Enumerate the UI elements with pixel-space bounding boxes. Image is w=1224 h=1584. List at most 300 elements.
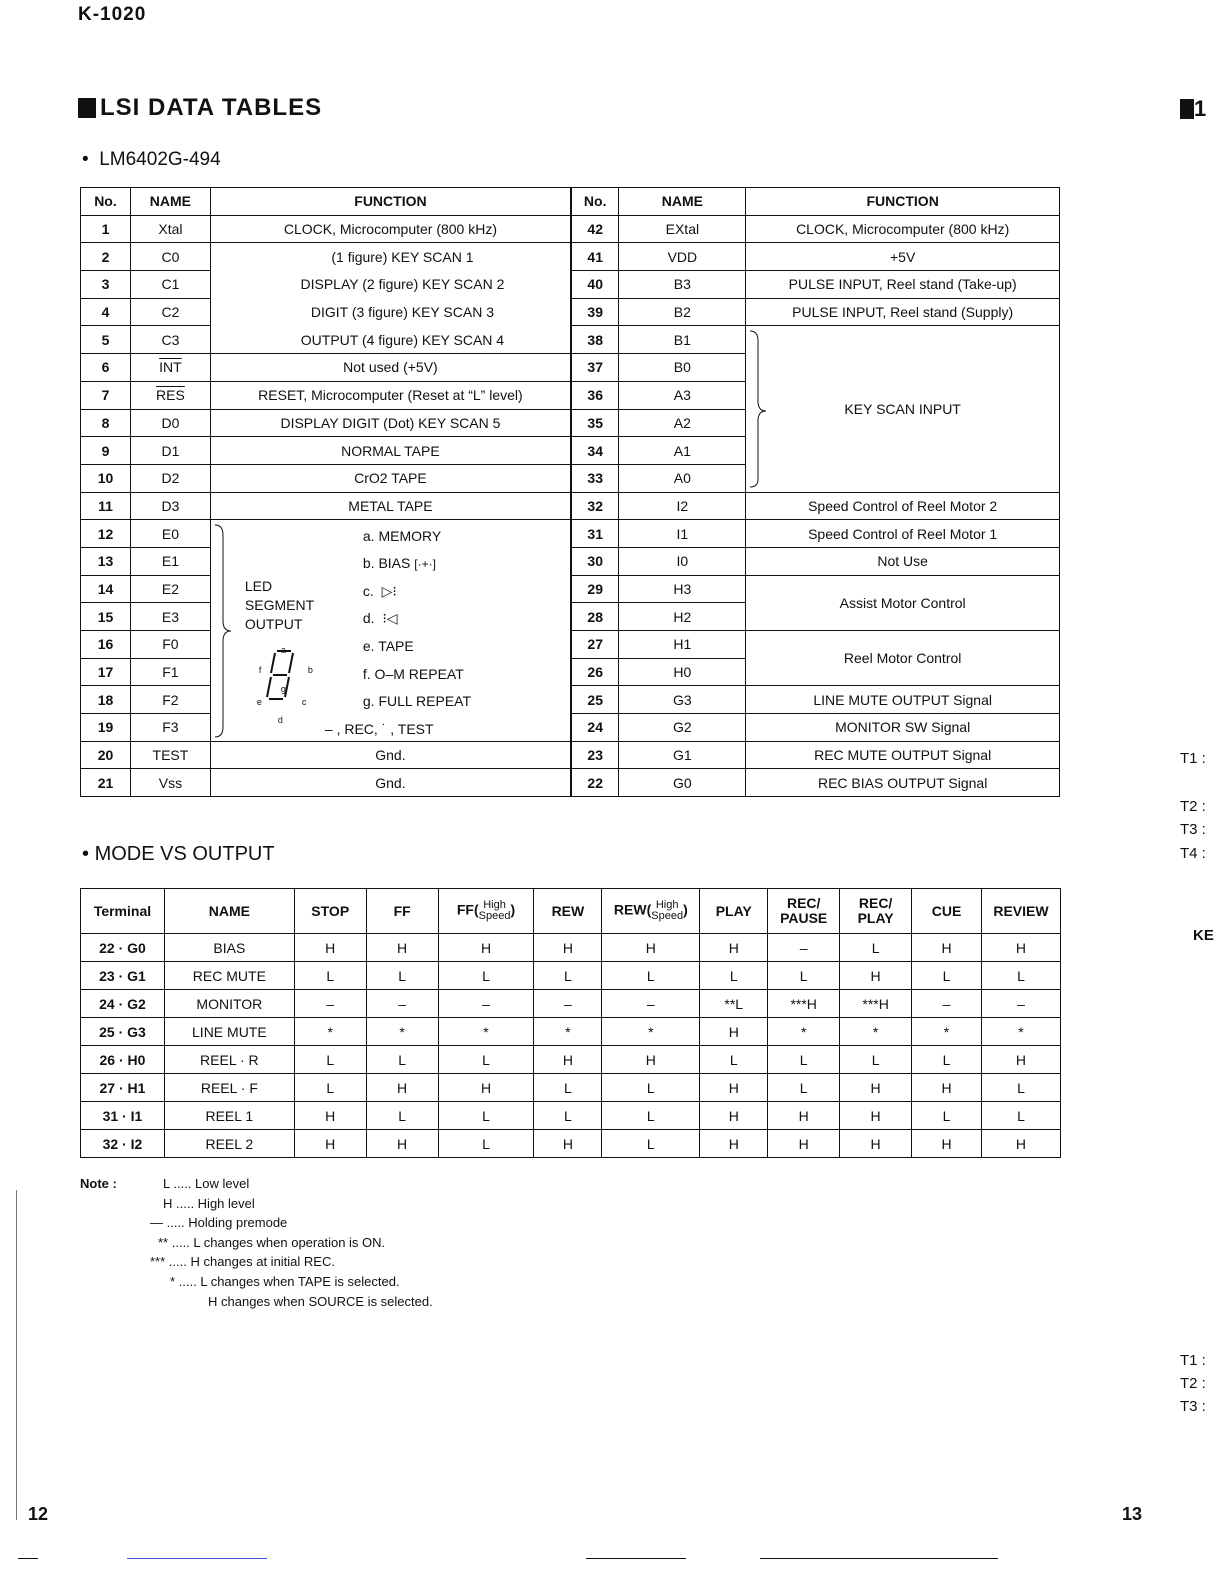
high-label: High <box>483 899 506 911</box>
pin-name-cell <box>130 686 210 714</box>
mode-value-cell: L <box>840 1046 912 1074</box>
mode-value-cell: * <box>294 1018 366 1046</box>
pin-number: 22 <box>571 769 619 797</box>
header-terminal: Terminal <box>81 889 165 934</box>
header-name: NAME <box>164 889 294 934</box>
pin-name: G0 <box>673 774 692 791</box>
mode-value-cell: H <box>981 934 1060 962</box>
mode-value-cell: – <box>366 990 438 1018</box>
mode-value-cell: L <box>294 1046 366 1074</box>
pin-name: F1 <box>162 664 179 681</box>
pin-name: Vss <box>158 774 183 791</box>
pin-number: 36 <box>571 381 619 409</box>
mode-value-cell: H <box>438 1074 534 1102</box>
pin-number: 11 <box>81 492 131 520</box>
pin-number: 42 <box>571 215 619 243</box>
pin-name-cell <box>619 243 746 271</box>
pin-number: 32 <box>571 492 619 520</box>
table-row <box>81 1130 1061 1158</box>
segment-function-text: g. FULL REPEAT <box>362 692 472 709</box>
segment-letter: b <box>307 664 313 675</box>
mode-value-cell: L <box>912 1102 982 1130</box>
reverse-arrow-icon: ⁝◁ <box>382 609 398 626</box>
table-row <box>81 271 1060 299</box>
table-row <box>81 741 1060 769</box>
segment-function <box>363 693 471 709</box>
pin-number: 19 <box>81 714 131 742</box>
mode-value-cell: H <box>700 1130 768 1158</box>
pin-number: 39 <box>571 298 619 326</box>
mode-value-cell: * <box>366 1018 438 1046</box>
play-label: PLAY <box>857 910 894 926</box>
header-no: No. <box>81 188 131 216</box>
name-cell: REC MUTE <box>164 962 294 990</box>
pin-name-cell <box>130 769 210 797</box>
table-row <box>81 326 1060 354</box>
segment-function <box>363 583 397 600</box>
pin-number: 10 <box>81 464 131 492</box>
table1-title: LM6402G-494 <box>99 149 221 170</box>
header-name: NAME <box>619 188 746 216</box>
mode-value-cell: – <box>768 934 840 962</box>
segment-function-text: b. BIAS <box>362 554 411 571</box>
paren-close: ) <box>510 901 516 918</box>
pin-name: Xtal <box>158 221 183 238</box>
mode-value-cell: H <box>981 1130 1060 1158</box>
table1-subtitle <box>82 149 221 171</box>
table-row <box>81 298 1060 326</box>
pin-number: 7 <box>81 381 131 409</box>
pin-number: 16 <box>81 631 131 659</box>
pin-number: 35 <box>571 409 619 437</box>
pin-number: 20 <box>81 741 131 769</box>
pin-function: DISPLAY DIGIT (Dot) KEY SCAN 5 <box>210 409 571 437</box>
mode-value-cell: H <box>912 934 982 962</box>
segment-function-text: a. MEMORY <box>362 527 442 544</box>
pin-name: A1 <box>673 442 691 459</box>
table-row <box>81 1046 1061 1074</box>
pin-function: PULSE INPUT, Reel stand (Take-up) <box>746 271 1060 299</box>
mode-value-cell: L <box>768 1046 840 1074</box>
table-row <box>81 1018 1061 1046</box>
mode-value-cell: H <box>366 934 438 962</box>
key-scan-input-label: KEY SCAN INPUT <box>844 401 961 417</box>
mode-value-cell: ***H <box>768 990 840 1018</box>
pin-name: A3 <box>673 387 691 404</box>
segment-function-text: e. TAPE <box>362 637 414 654</box>
scan-line <box>586 1558 686 1559</box>
mode-value-cell: L <box>438 962 534 990</box>
pin-function: DIGIT (3 figure) KEY SCAN 3 <box>210 298 571 326</box>
mode-value-cell: – <box>438 990 534 1018</box>
pin-name: I1 <box>676 525 689 542</box>
table-header-row <box>81 889 1061 934</box>
terminal-cell: 24 · G2 <box>81 990 165 1018</box>
pin-name: VDD <box>667 248 698 265</box>
mode-value-cell: L <box>912 1046 982 1074</box>
mode-value-cell: H <box>840 962 912 990</box>
pin-name-cell <box>130 492 210 520</box>
pin-number: 31 <box>571 520 619 548</box>
pin-name: I2 <box>676 497 689 514</box>
mode-value-cell: L <box>438 1102 534 1130</box>
pin-function: NORMAL TAPE <box>210 437 571 465</box>
pin-name: E2 <box>161 580 179 597</box>
pin-function: +5V <box>746 243 1060 271</box>
pin-number: 24 <box>571 714 619 742</box>
led-segment-output-block <box>210 520 571 742</box>
pin-name-cell <box>130 381 210 409</box>
speed-label: Speed <box>651 910 684 922</box>
pin-number: 29 <box>571 575 619 603</box>
section-title-text: LSI DATA TABLES <box>100 94 323 121</box>
name-cell: BIAS <box>164 934 294 962</box>
pin-name: C2 <box>161 304 180 321</box>
pin-name: F2 <box>162 691 179 708</box>
segment-function <box>325 721 434 737</box>
margin-fragment: KE <box>1193 927 1214 944</box>
mode-value-cell: L <box>534 962 602 990</box>
pin-function: MONITOR SW Signal <box>746 714 1060 742</box>
pin-name: F0 <box>162 636 179 653</box>
rec-label: REC/ <box>786 895 821 911</box>
pin-function: LINE MUTE OUTPUT Signal <box>746 686 1060 714</box>
bullet-icon: • <box>82 843 95 865</box>
mode-value-cell: L <box>438 1130 534 1158</box>
mode-value-cell: – <box>602 990 700 1018</box>
mode-value-cell: – <box>294 990 366 1018</box>
pin-name-cell <box>130 741 210 769</box>
pin-number: 9 <box>81 437 131 465</box>
model-number: K-1020 <box>78 4 147 25</box>
terminal-cell: 31 · I1 <box>81 1102 165 1130</box>
pin-name-cell <box>619 298 746 326</box>
name-cell: REEL 2 <box>164 1130 294 1158</box>
mode-value-cell: **L <box>700 990 768 1018</box>
name-cell: MONITOR <box>164 990 294 1018</box>
header-function: FUNCTION <box>746 188 1060 216</box>
ff-label: FF( <box>456 901 479 918</box>
mode-value-cell: H <box>294 1102 366 1130</box>
pin-name: D3 <box>161 497 180 514</box>
terminal-cell: 26 · H0 <box>81 1046 165 1074</box>
pin-name-cell <box>130 658 210 686</box>
pin-name-cell <box>619 658 746 686</box>
pin-name-cell <box>619 520 746 548</box>
mode-value-cell: L <box>602 1102 700 1130</box>
pin-name-cell <box>130 437 210 465</box>
pin-name-cell <box>619 271 746 299</box>
mode-value-cell: L <box>981 962 1060 990</box>
table-row <box>81 1102 1061 1130</box>
pin-name-cell <box>619 215 746 243</box>
pin-name-cell <box>130 243 210 271</box>
terminal-cell: 32 · I2 <box>81 1130 165 1158</box>
header-cue: CUE <box>912 889 982 934</box>
pin-number: 30 <box>571 547 619 575</box>
square-bullet-icon <box>78 98 96 118</box>
high-label: High <box>655 899 679 911</box>
led-label-line: SEGMENT <box>244 596 315 613</box>
header-no: No. <box>571 188 619 216</box>
next-page-section-mark <box>1180 96 1206 122</box>
pause-label: PAUSE <box>780 910 828 926</box>
scan-line <box>18 1558 38 1559</box>
pin-name-cell <box>130 215 210 243</box>
notes-block <box>80 1174 500 1314</box>
mode-value-cell: H <box>534 1130 602 1158</box>
table2-title: MODE VS OUTPUT <box>94 843 275 865</box>
rec-label: REC/ <box>858 895 893 911</box>
mode-value-cell: L <box>366 962 438 990</box>
pin-name-cell <box>619 575 746 603</box>
pin-name-cell <box>130 298 210 326</box>
mode-value-cell: L <box>602 962 700 990</box>
pin-name-cell <box>130 603 210 631</box>
pin-name: D1 <box>161 442 180 459</box>
pin-name: G3 <box>673 691 692 708</box>
assist-motor-cell: Assist Motor Control <box>746 575 1060 630</box>
pin-name-cell <box>130 326 210 354</box>
pin-name-cell <box>619 409 746 437</box>
pin-number: 13 <box>81 547 131 575</box>
mode-value-cell: H <box>366 1074 438 1102</box>
note-line: H changes when SOURCE is selected. <box>208 1293 433 1309</box>
pin-number: 37 <box>571 354 619 382</box>
pin-number: 34 <box>571 437 619 465</box>
pin-number: 8 <box>81 409 131 437</box>
mode-value-cell: H <box>912 1074 982 1102</box>
mode-value-cell: H <box>294 934 366 962</box>
table2-subtitle <box>82 843 275 866</box>
mode-value-cell: * <box>981 1018 1060 1046</box>
mode-value-cell: H <box>294 1130 366 1158</box>
header-rec-play <box>840 889 912 934</box>
mode-value-cell: * <box>534 1018 602 1046</box>
pin-name-cell <box>130 464 210 492</box>
pin-name-cell <box>130 520 210 548</box>
page-number-right: 13 <box>1122 1504 1143 1524</box>
pin-name-cell <box>130 575 210 603</box>
bullet-icon: • <box>82 149 100 170</box>
segment-letter: e <box>256 696 262 707</box>
next-page-mark-text: 1 <box>1194 96 1207 121</box>
pin-number: 40 <box>571 271 619 299</box>
brace-icon <box>748 329 768 489</box>
margin-fragment: T2 : <box>1180 1375 1206 1392</box>
mode-value-cell: L <box>981 1074 1060 1102</box>
segment-function-text: f. O–M REPEAT <box>362 665 464 682</box>
pin-number: 4 <box>81 298 131 326</box>
mode-value-cell: H <box>700 1018 768 1046</box>
pin-function: OUTPUT (4 figure) KEY SCAN 4 <box>210 326 571 354</box>
mode-value-cell: L <box>768 962 840 990</box>
pin-function: (1 figure) KEY SCAN 1 <box>210 243 571 271</box>
mode-value-cell: L <box>700 962 768 990</box>
margin-fragment: T1 : <box>1180 750 1206 767</box>
table-row <box>81 520 1060 548</box>
pin-function: PULSE INPUT, Reel stand (Supply) <box>746 298 1060 326</box>
pin-number: 25 <box>571 686 619 714</box>
header-name: NAME <box>130 188 210 216</box>
pin-name: F3 <box>162 719 179 736</box>
pin-name: EXtal <box>665 221 700 238</box>
mode-value-cell: – <box>912 990 982 1018</box>
margin-fragment: T2 : <box>1180 798 1206 815</box>
pin-name: E3 <box>161 608 179 625</box>
pin-name-cell <box>619 381 746 409</box>
margin-fragment: T4 : <box>1180 845 1206 862</box>
pin-function: REC MUTE OUTPUT Signal <box>746 741 1060 769</box>
pin-number: 23 <box>571 741 619 769</box>
pin-name: B3 <box>673 276 691 293</box>
pin-number: 14 <box>81 575 131 603</box>
segment-letter: f <box>258 664 262 675</box>
pin-function: Speed Control of Reel Motor 1 <box>746 520 1060 548</box>
mode-value-cell: L <box>294 1074 366 1102</box>
led-label <box>245 577 314 634</box>
pin-name: G2 <box>673 719 692 736</box>
paren-close: ) <box>683 901 688 918</box>
header-review: REVIEW <box>981 889 1060 934</box>
pin-number: 33 <box>571 464 619 492</box>
pin-name-cell <box>619 741 746 769</box>
pin-name-cell <box>619 492 746 520</box>
mode-value-cell: L <box>366 1046 438 1074</box>
mode-value-cell: L <box>534 1102 602 1130</box>
mode-value-cell: L <box>534 1074 602 1102</box>
header-ff-high-speed <box>438 889 534 934</box>
segment-function <box>363 666 464 682</box>
page-number-left: 12 <box>28 1504 49 1524</box>
led-label-line: LED <box>244 577 273 594</box>
speed-label: Speed <box>478 910 511 922</box>
pin-name: E0 <box>161 525 179 542</box>
header-rew: REW <box>534 889 602 934</box>
pin-name-cell <box>619 603 746 631</box>
pin-name: G1 <box>673 747 692 764</box>
table-row <box>81 1074 1061 1102</box>
pin-name: D0 <box>161 414 180 431</box>
table-row <box>81 962 1061 990</box>
table-row <box>81 215 1060 243</box>
pin-function: REC BIAS OUTPUT Signal <box>746 769 1060 797</box>
pin-name: I0 <box>676 553 689 570</box>
name-cell: LINE MUTE <box>164 1018 294 1046</box>
mode-value-cell: * <box>912 1018 982 1046</box>
table-row <box>81 492 1060 520</box>
mode-output-table <box>80 888 1061 1158</box>
pin-name-cell <box>619 686 746 714</box>
pin-number: 15 <box>81 603 131 631</box>
section-title <box>78 94 322 122</box>
mode-value-cell: H <box>912 1130 982 1158</box>
margin-fragment: T3 : <box>1180 821 1206 838</box>
mode-value-cell: L <box>912 962 982 990</box>
pin-name: B2 <box>673 304 691 321</box>
pin-name: D2 <box>161 470 180 487</box>
pin-name: C0 <box>161 248 180 265</box>
scan-line <box>760 1558 998 1559</box>
table-row <box>81 934 1061 962</box>
pin-function: CLOCK, Microcomputer (800 kHz) <box>210 215 571 243</box>
mode-value-cell: L <box>602 1130 700 1158</box>
terminal-cell: 27 · H1 <box>81 1074 165 1102</box>
mode-value-cell: H <box>700 1074 768 1102</box>
binding-edge-line <box>16 1190 17 1520</box>
name-cell: REEL · R <box>164 1046 294 1074</box>
pin-name: B0 <box>673 359 691 376</box>
mode-value-cell: L <box>768 1074 840 1102</box>
pin-number: 1 <box>81 215 131 243</box>
segment-letter: g <box>280 683 286 694</box>
pin-number: 21 <box>81 769 131 797</box>
led-segment-inner <box>211 521 570 741</box>
header-rew-high-speed <box>602 889 700 934</box>
segment-function <box>363 638 414 654</box>
terminal-cell: 22 · G0 <box>81 934 165 962</box>
pin-function: Not Use <box>746 547 1060 575</box>
pin-name: C1 <box>161 276 180 293</box>
mode-value-cell: H <box>700 934 768 962</box>
mode-value-cell: H <box>768 1130 840 1158</box>
pin-name-cell <box>619 714 746 742</box>
mode-value-cell: H <box>602 1046 700 1074</box>
pin-name: A2 <box>673 414 691 431</box>
margin-fragment: T1 : <box>1180 1352 1206 1369</box>
mode-value-cell: ***H <box>840 990 912 1018</box>
pin-function: CLOCK, Microcomputer (800 kHz) <box>746 215 1060 243</box>
brace-icon <box>213 523 233 741</box>
mode-value-cell: H <box>840 1074 912 1102</box>
lsi-pin-table <box>80 187 1060 797</box>
name-cell: REEL 1 <box>164 1102 294 1130</box>
rew-label: REW( <box>613 901 652 918</box>
mode-value-cell: L <box>366 1102 438 1130</box>
segment-function-text: – , REC, ˙ , TEST <box>324 720 434 737</box>
reel-motor-cell: Reel Motor Control <box>746 631 1060 686</box>
terminal-cell: 25 · G3 <box>81 1018 165 1046</box>
pin-name-cell <box>619 769 746 797</box>
mode-value-cell: H <box>840 1102 912 1130</box>
pin-name: H3 <box>673 580 692 597</box>
play-arrow-icon: ▷⁝ <box>381 582 397 599</box>
pin-number: 18 <box>81 686 131 714</box>
note-line: — ..... Holding premode <box>150 1215 288 1231</box>
pin-name-cell <box>130 409 210 437</box>
pin-number: 26 <box>571 658 619 686</box>
pin-name: $\overline{RES}$ <box>156 387 185 404</box>
pin-name-cell <box>619 354 746 382</box>
pin-name-cell <box>130 354 210 382</box>
mode-value-cell: – <box>534 990 602 1018</box>
mode-value-cell: H <box>438 934 534 962</box>
table-row <box>81 243 1060 271</box>
square-bullet-icon <box>1180 99 1194 119</box>
led-label-line: OUTPUT <box>244 615 303 632</box>
table-row <box>81 769 1060 797</box>
pin-number: 28 <box>571 603 619 631</box>
mode-value-cell: H <box>366 1130 438 1158</box>
pin-number: 6 <box>81 354 131 382</box>
pin-function: METAL TAPE <box>210 492 571 520</box>
pin-number: 12 <box>81 520 131 548</box>
pin-name: A0 <box>673 470 691 487</box>
mode-value-cell: H <box>602 934 700 962</box>
pin-number: 38 <box>571 326 619 354</box>
pin-number: 5 <box>81 326 131 354</box>
mode-value-cell: * <box>768 1018 840 1046</box>
